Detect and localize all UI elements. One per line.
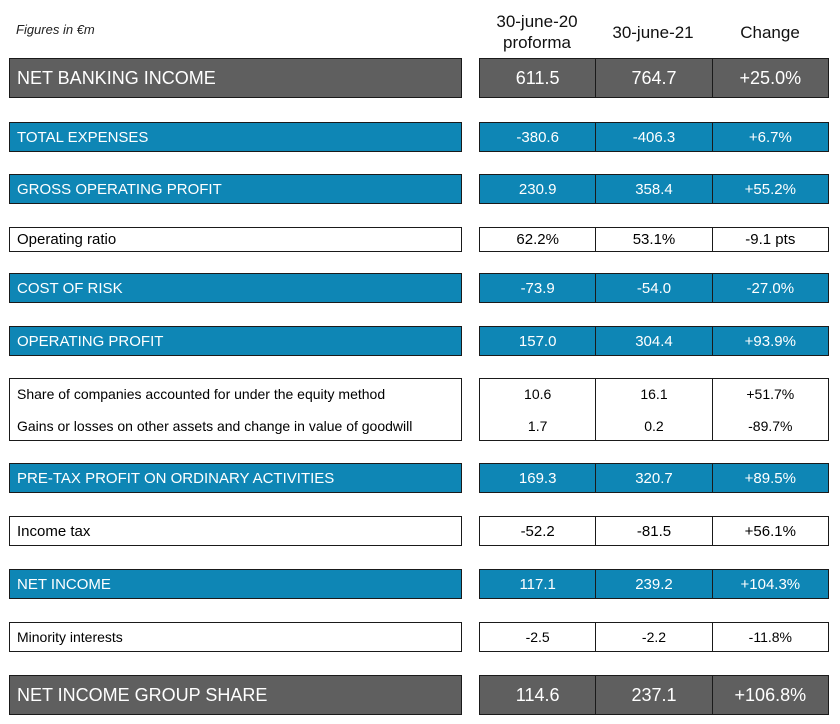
value-cell: +6.7% (712, 123, 828, 151)
value-cell: -81.5 (595, 517, 711, 545)
row-values-gross-operating-profit (479, 174, 829, 204)
value-cell: -73.9 (520, 279, 555, 297)
row-values-pre-tax-profit (479, 463, 829, 493)
row-values-net-banking-income (479, 58, 829, 98)
value-cell: -27.0% (712, 274, 828, 302)
value-column (712, 379, 828, 440)
value-cell: +25.0% (712, 59, 828, 97)
value-cell: 358.4 (595, 175, 711, 203)
value-cell: -52.2 (520, 522, 555, 540)
value-column (480, 379, 595, 440)
row-label-pre-tax-profit: PRE-TAX PROFIT ON ORDINARY ACTIVITIES (9, 463, 462, 493)
value-cell: +89.5% (712, 464, 828, 492)
value-cell: 0.2 (644, 418, 664, 434)
row-values-operating-ratio (479, 227, 829, 252)
value-cell: 237.1 (595, 676, 711, 714)
row-values-net-income-group-share (479, 675, 829, 715)
equity-and-gains-values (479, 378, 829, 441)
value-cell: -54.0 (595, 274, 711, 302)
figures-note: Figures in €m (16, 22, 95, 37)
value-cell: 239.2 (595, 570, 711, 598)
value-cell: -2.2 (595, 623, 711, 651)
row-values-operating-profit (479, 326, 829, 356)
value-cell: 10.6 (524, 386, 552, 402)
row-label-operating-ratio: Operating ratio (9, 227, 462, 252)
row-label-total-expenses: TOTAL EXPENSES (9, 122, 462, 152)
value-cell: +55.2% (712, 175, 828, 203)
row-label-net-income: NET INCOME (9, 569, 462, 599)
row-values-minority-interests (479, 622, 829, 652)
value-cell: 157.0 (518, 332, 557, 350)
row-values-income-tax (479, 516, 829, 546)
value-cell: +51.7% (746, 386, 795, 402)
column-header-change: Change (740, 22, 800, 42)
row-label-equity-method: Share of companies accounted for under the equity method (17, 386, 386, 402)
value-cell: 764.7 (595, 59, 711, 97)
value-cell: 117.1 (519, 575, 556, 593)
value-cell: 53.1% (595, 228, 711, 251)
value-cell: -89.7% (748, 418, 793, 434)
equity-and-gains-block (9, 378, 462, 441)
value-cell: 62.2% (516, 231, 559, 248)
row-values-net-income (479, 569, 829, 599)
row-label-cost-of-risk: COST OF RISK (9, 273, 462, 303)
value-cell: -380.6 (516, 128, 559, 146)
value-cell: 304.4 (595, 327, 711, 355)
value-cell: +56.1% (712, 517, 828, 545)
row-values-total-expenses (479, 122, 829, 152)
row-values-cost-of-risk (479, 273, 829, 303)
value-cell: 114.6 (515, 684, 560, 705)
row-label-minority-interests: Minority interests (9, 622, 462, 652)
value-column (595, 379, 711, 440)
value-cell: 16.1 (640, 386, 668, 402)
value-cell: -11.8% (712, 623, 828, 651)
row-label-net-banking-income: NET BANKING INCOME (9, 58, 462, 98)
row-label-gross-operating-profit: GROSS OPERATING PROFIT (9, 174, 462, 204)
value-cell: 169.3 (518, 469, 557, 487)
row-label-operating-profit: OPERATING PROFIT (9, 326, 462, 356)
column-header-2020: 30-june-20 proforma (496, 12, 578, 52)
value-cell: +106.8% (712, 676, 828, 714)
value-cell: 1.7 (527, 418, 548, 434)
value-cell: -9.1 pts (712, 228, 828, 251)
value-cell: 611.5 (515, 67, 560, 88)
column-header-2021: 30-june-21 (612, 22, 694, 42)
value-cell: -2.5 (525, 629, 550, 645)
row-label-income-tax: Income tax (9, 516, 462, 546)
row-label-net-income-group-share: NET INCOME GROUP SHARE (9, 675, 462, 715)
value-cell: +104.3% (712, 570, 828, 598)
value-cell: 320.7 (595, 464, 711, 492)
value-cell: -406.3 (595, 123, 711, 151)
value-cell: 230.9 (518, 180, 557, 198)
value-cell: +93.9% (712, 327, 828, 355)
row-label-gains-losses: Gains or losses on other assets and change in value of goodwill (17, 418, 413, 434)
